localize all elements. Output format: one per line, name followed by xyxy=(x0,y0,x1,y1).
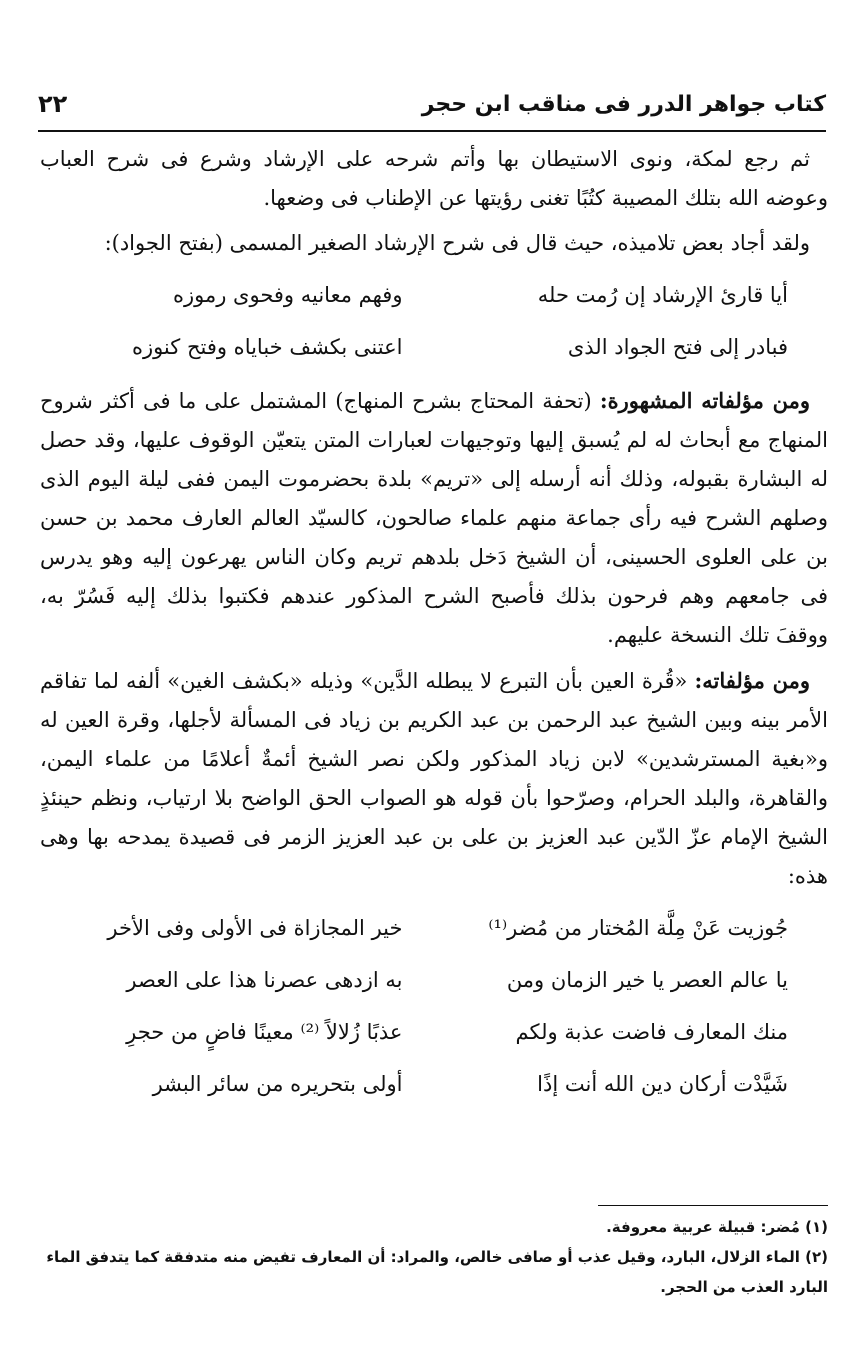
footnote-1: (١) مُضر: قبيلة عربية معروفة. xyxy=(606,1218,828,1236)
running-title: كتاب جواهر الدرر فى مناقب ابن حجر xyxy=(421,92,826,117)
verse-second-hemistich: به ازدهى عصرنا هذا على العصر xyxy=(126,967,403,992)
paragraph-3-lead: ومن مؤلفاته المشهورة: xyxy=(599,388,810,413)
verse-line xyxy=(40,1006,828,1058)
verse-second-hemistich: وفهم معانيه وفحوى رموزه xyxy=(172,282,403,307)
verse-block-1 xyxy=(40,269,828,373)
verse-line xyxy=(40,269,828,321)
page-number: ٢٢ xyxy=(38,90,68,118)
paragraph-1: ثم رجع لمكة، ونوى الاستيطان بها وأتم شرحه على الإرشاد وشرع فى شرح العباب وعوضه الله بتلك المصيبة كتُبًا تغنى رؤيتها عن الإطناب فى وضعها. xyxy=(40,147,828,210)
verse-second-hemistich: خير المجازاة فى الأولى وفى الأخر xyxy=(107,915,403,940)
paragraph-4-text: «قُرة العين بأن التبرع لا يبطله الدَّين» وذيله «بكشف الغين» ألفه لما تفاقم الأمر بينه وبين الشيخ عبد الرحمن بن عبد الكريم بن زياد فى المسألة لأجلها، وقرة العين له و«بغية المسترشدين» لابن زياد المذكور ولكن نصر الشيخ أئمةٌ أعلامًا من علماء اليمن، والقاهرة، والبلد الحرام، وصرّحوا بأن قوله هو الصواب الحق الواضح بلا ارتياب، ونظم حينئذٍ الشيخ الإمام عزّ الدّين عبد العزيز بن على بن عبد العزيز الزمر فى قصيدة يمدحه بها وهى هذه: xyxy=(40,669,828,888)
page-header xyxy=(38,80,826,132)
verse-block-2 xyxy=(40,902,828,1110)
verse-line xyxy=(40,321,828,373)
footnotes xyxy=(40,1205,828,1302)
page-body xyxy=(40,140,828,1118)
verse-first-hemistich: شَيَّدْت أركان دين الله أنت إذًا xyxy=(537,1071,788,1096)
verse-first-hemistich: منك المعارف فاضت عذبة ولكم xyxy=(515,1019,788,1044)
paragraph-3-text: (تحفة المحتاج بشرح المنهاج) المشتمل على ما فى أكثر شروح المنهاج مع أبحاث له لم يُسبق إليها وتوجيهات لعبارات المتن يتعيّن الوقوف عليها، وقد حصل له البشارة بقبوله، وذلك أنه أرسله إلى «تريم» بلدة بحضرموت اليمن ففى ليلة اليوم الذى وصلهم الشرح فيه رأى جماعة منهم علماء صالحون، كالسيّد العالم العارف محمد بن حسن بن على العلوى الحسينى، أن الشيخ دَخل بلدهم تريم وكان الناس يهرعون إليه وهو يدرس فى جامعهم وهم فرحون بذلك فأصبح الشرح المذكور عندهم فكتبوا بذلك إليه فَسُرّ به، ووقفَ تلك النسخة عليهم. xyxy=(40,389,828,647)
paragraph-4-lead: ومن مؤلفاته: xyxy=(694,668,810,693)
verse-line xyxy=(40,902,828,954)
paragraph-3 xyxy=(40,381,828,655)
verse-line xyxy=(40,1058,828,1110)
verse-first-hemistich: جُوزيت عَنْ مِلَّة المُختار من مُضر⁽¹⁾ xyxy=(488,915,788,940)
verse-first-hemistich: يا عالم العصر يا خير الزمان ومن xyxy=(506,967,788,992)
verse-second-hemistich: عذبًا زُلالاً ⁽²⁾ معينًا فاضٍ من حجرِ xyxy=(126,1019,403,1044)
verse-second-hemistich: اعتنى بكشف خباياه وفتح كنوزه xyxy=(131,334,403,359)
paragraph-2: ولقد أجاد بعض تلاميذه، حيث قال فى شرح الإرشاد الصغير المسمى (بفتح الجواد): xyxy=(104,231,810,255)
footnote-divider xyxy=(598,1205,828,1206)
footnote-2: (٢) الماء الزلال، البارد، وقيل عذب أو صافى خالص، والمراد: أن المعارف تفيض منه متدفقة كما يتدفق الماء البارد العذب من الحجر. xyxy=(46,1248,828,1296)
paragraph-4 xyxy=(40,661,828,896)
verse-first-hemistich: فبادر إلى فتح الجواد الذى xyxy=(567,334,788,359)
verse-first-hemistich: أيا قارئ الإرشاد إن رُمت حله xyxy=(537,282,788,307)
verse-second-hemistich: أولى بتحريره من سائر البشر xyxy=(152,1071,403,1096)
verse-line xyxy=(40,954,828,1006)
